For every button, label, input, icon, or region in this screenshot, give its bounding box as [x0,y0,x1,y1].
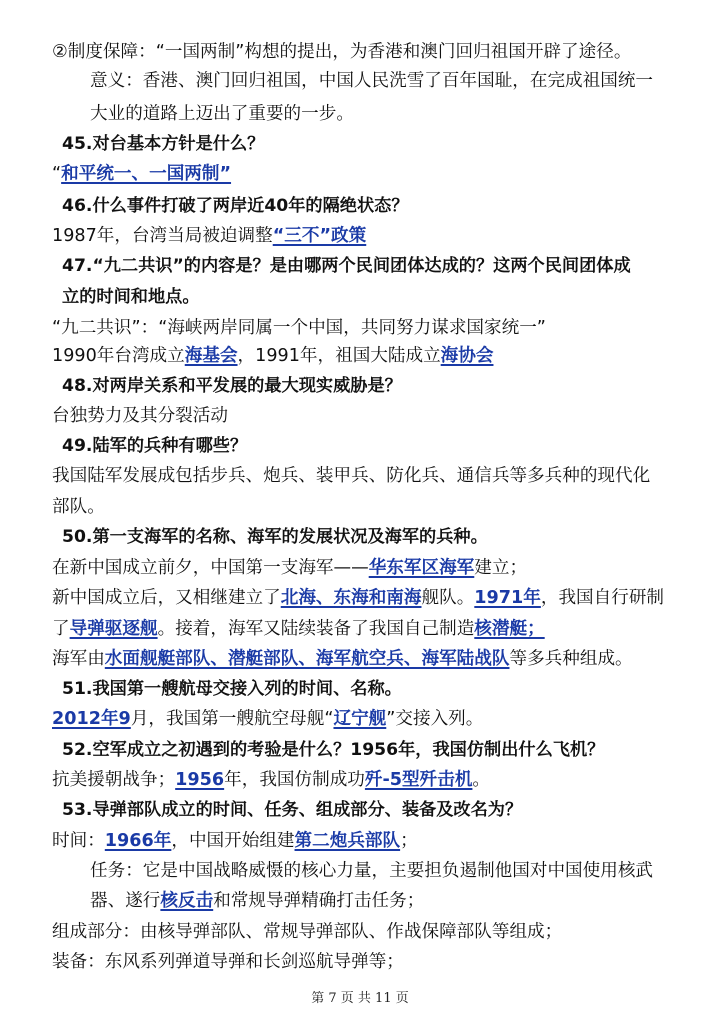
text-segment: 月，我国第一艘航空母舰“ [130,709,334,729]
text-line [52,491,682,523]
highlighted-answer: 北海、东海和南海 [280,588,422,608]
text-line [52,703,682,735]
text-line [52,340,682,372]
text-segment: 53.导弹部队成立的时间、任务、组成部分、装备及改名为？ [62,800,523,820]
text-segment: 建立； [474,558,528,578]
text-segment: “ [52,164,62,184]
text-segment: 装备：东风系列弹道导弹和长剑巡航导弹等； [52,952,404,972]
text-segment: 部队。 [52,497,105,517]
text-segment: 海军由 [52,649,105,669]
text-segment: 大业的道路上迈出了重要的一步。 [90,104,354,124]
text-segment: 任务：它是中国战略威慑的核心力量，主要担负遏制他国对中国使用核武 [90,861,654,881]
text-line [90,98,690,130]
highlighted-answer: 1966年 [104,831,172,851]
text-line [52,460,682,492]
text-line [52,552,682,584]
text-segment: 舰队。 [421,588,475,608]
highlighted-answer: 和平统一、一国两制” [61,164,232,184]
text-line [52,643,682,675]
text-segment: 1990年台湾成立 [52,346,185,366]
highlighted-answer: 歼-5型歼击机 [364,770,473,790]
text-segment: 46.什么事件打破了两岸近40年的隔绝状态？ [62,196,409,216]
question-heading [62,430,682,462]
text-segment: 立的时间和地点。 [62,287,200,307]
text-segment: 51.我国第一艘航母交接入列的时间、名称。 [62,679,402,699]
highlighted-answer: 导弹驱逐舰 [69,619,158,639]
text-segment: 47.“九二共识”的内容是？是由哪两个民间团体达成的？这两个民间团体成 [62,256,631,276]
text-line [52,582,682,614]
text-segment: 我国陆军发展成包括步兵、炮兵、装甲兵、防化兵、通信兵等多兵种的现代化 [52,466,651,486]
highlighted-answer: 核反击 [160,891,214,911]
text-segment: “九二共识”：“海峡两岸同属一个中国，共同努力谋求国家统一” [52,318,546,338]
text-segment: 。 [472,770,491,790]
text-segment: 组成部分：由核导弹部队、常规导弹部队、作战保障部队等组成； [52,922,563,942]
highlighted-answer: 海基会 [184,346,238,366]
highlighted-answer: 2012年9 [52,709,131,729]
highlighted-answer: 华东军区海军 [368,558,475,578]
highlighted-answer: 1971年 [474,588,541,608]
text-line [52,220,682,252]
text-line [52,916,682,948]
highlighted-answer: 1956 [175,770,225,790]
text-segment: ； [400,831,418,851]
text-segment: 45.对台基本方针是什么？ [62,134,265,154]
text-line [52,400,682,432]
text-line [52,36,682,68]
text-segment: 了 [52,619,70,639]
text-line [90,885,690,917]
question-heading [62,521,682,553]
text-segment: 和常规导弹精确打击任务； [213,891,425,911]
highlighted-answer: “三不”政策 [272,226,367,246]
text-segment: 意义：香港、澳门回归祖国，中国人民洗雪了百年国耻，在完成祖国统一 [90,71,654,91]
text-segment: ②制度保障：“一国两制”构想的提出，为香港和澳门回归祖国开辟了途径。 [52,42,632,62]
text-line [52,764,682,796]
text-line [52,825,682,857]
text-segment: 等多兵种组成。 [509,649,633,669]
text-line [90,855,690,887]
text-segment: 48.对两岸关系和平发展的最大现实威胁是？ [62,376,402,396]
text-segment: 器、遂行 [90,891,161,911]
text-segment: 52.空军成立之初遇到的考验是什么？1956年，我国仿制出什么飞机？ [62,740,605,760]
question-heading [62,673,682,705]
highlighted-answer: 第二炮兵部队 [294,831,401,851]
text-segment: 49.陆军的兵种有哪些？ [62,436,248,456]
question-heading [62,734,682,766]
page-footer: 第 7 页 共 11 页 [311,991,409,1006]
text-segment: 在新中国成立前夕，中国第一支海军—— [52,558,369,578]
question-heading [62,250,682,282]
text-line [52,946,682,978]
text-line [52,613,682,645]
text-line [90,65,690,97]
question-heading [62,128,682,160]
text-segment: 台独势力及其分裂活动 [52,406,228,426]
text-segment: 时间： [52,831,105,851]
question-heading [62,190,682,222]
text-segment: ”交接入列。 [386,709,484,729]
highlighted-answer: 海协会 [440,346,494,366]
text-segment: ，1991年，祖国大陆成立 [237,346,441,366]
text-segment: 抗美援朝战争； [52,770,176,790]
question-heading [62,370,682,402]
text-segment: 新中国成立后，又相继建立了 [52,588,281,608]
highlighted-answer: 辽宁舰 [333,709,387,729]
highlighted-answer: 核潜艇； [474,619,545,639]
text-line [52,158,682,190]
text-segment: ，我国自行研制 [540,588,665,608]
text-segment: 50.第一支海军的名称、海军的发展状况及海军的兵种。 [62,527,488,547]
question-heading [62,281,682,313]
text-segment: 1987年，台湾当局被迫调整 [52,226,273,246]
highlighted-answer: 水面舰艇部队、潜艇部队、海军航空兵、海军陆战队 [104,649,510,669]
text-segment: ，中国开始组建 [171,831,295,851]
text-segment: 。接着，海军又陆续装备了我国自己制造 [157,619,475,639]
question-heading [62,794,682,826]
text-segment: 年，我国仿制成功 [224,770,365,790]
